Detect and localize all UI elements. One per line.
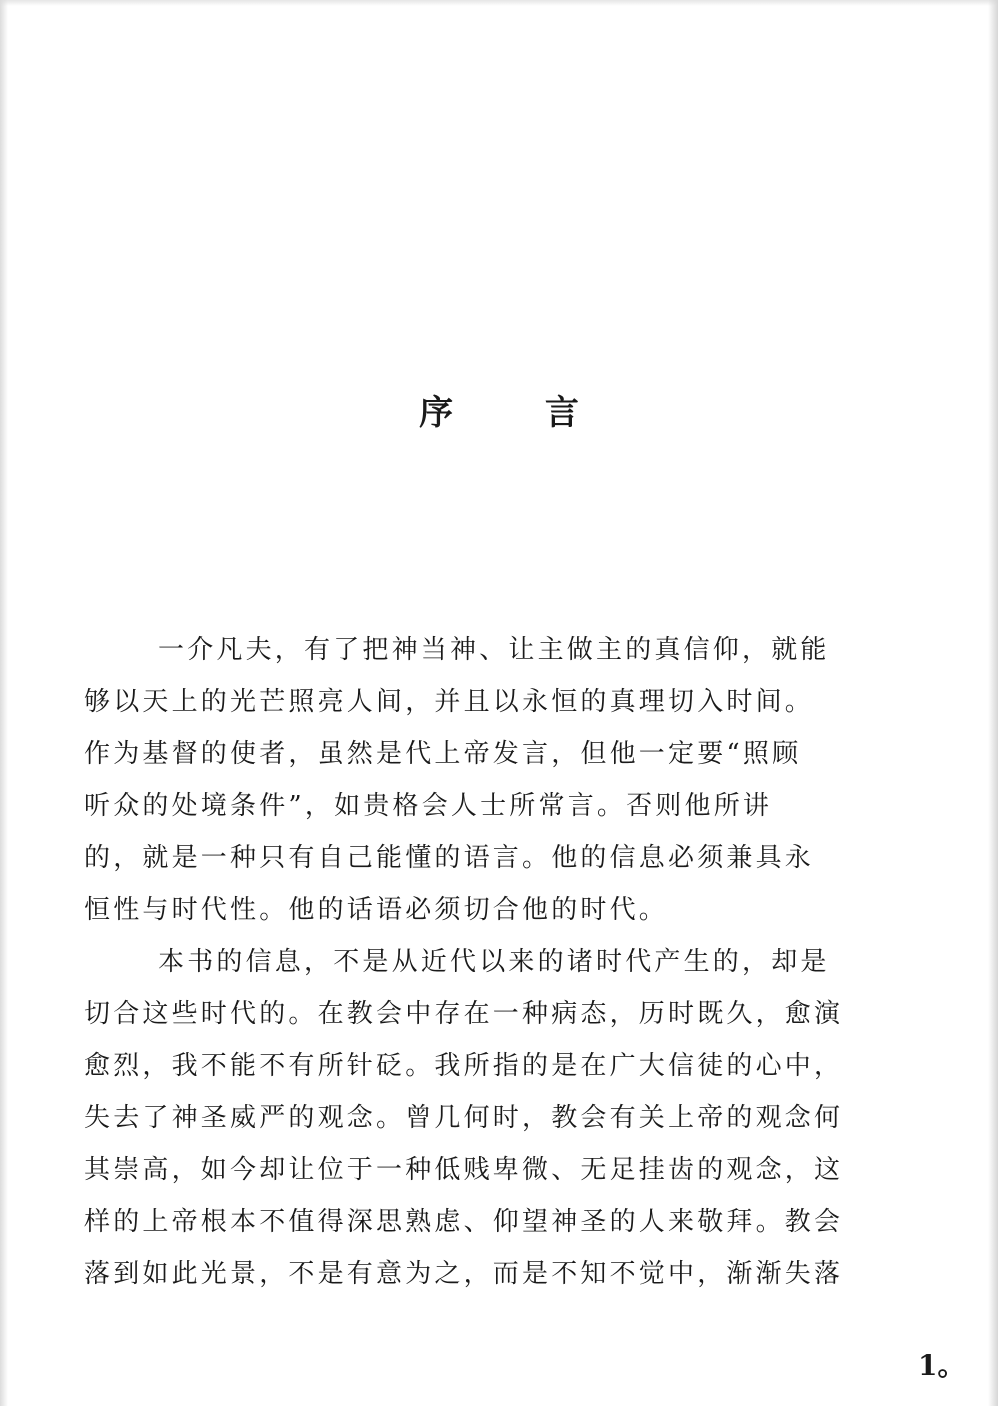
text-line: 落到如此光景，不是有意为之，而是不知不觉中，渐渐失落 bbox=[84, 1259, 844, 1289]
text-line: 一介凡夫，有了把神当神、让主做主的真信仰，就能 bbox=[158, 635, 830, 665]
text-line: 恒性与时代性。他的话语必须切合他的时代。 bbox=[84, 895, 669, 925]
body-text bbox=[84, 624, 864, 1300]
scan-edge-left bbox=[0, 0, 8, 1406]
text-line: 作为基督的使者，虽然是代上帝发言，但他一定要“照顾 bbox=[84, 739, 802, 769]
text-line: 够以天上的光芒照亮人间，并且以永恒的真理切入时间。 bbox=[84, 687, 815, 717]
text-line: 其崇高，如今却让位于一种低贱卑微、无足挂齿的观念，这 bbox=[84, 1155, 844, 1185]
text-line: 愈烈，我不能不有所针砭。我所指的是在广大信徒的心中， bbox=[84, 1051, 844, 1081]
scan-edge-right bbox=[988, 0, 998, 1406]
text-line: 样的上帝根本不值得深思熟虑、仰望神圣的人来敬拜。教会 bbox=[84, 1207, 844, 1237]
scan-edge-top bbox=[0, 0, 998, 6]
text-line: 失去了神圣威严的观念。曾几何时，教会有关上帝的观念何 bbox=[84, 1103, 844, 1133]
page-number: 1。 bbox=[918, 1349, 966, 1382]
text-line: 的，就是一种只有自己能懂的语言。他的信息必须兼具永 bbox=[84, 843, 815, 873]
text-line: 切合这些时代的。在教会中存在一种病态，历时既久，愈演 bbox=[84, 999, 844, 1029]
page-title: 序 言 bbox=[419, 392, 619, 433]
text-line: 本书的信息，不是从近代以来的诸时代产生的，却是 bbox=[158, 947, 830, 977]
text-line: 听众的处境条件”，如贵格会人士所常言。否则他所讲 bbox=[84, 791, 773, 821]
